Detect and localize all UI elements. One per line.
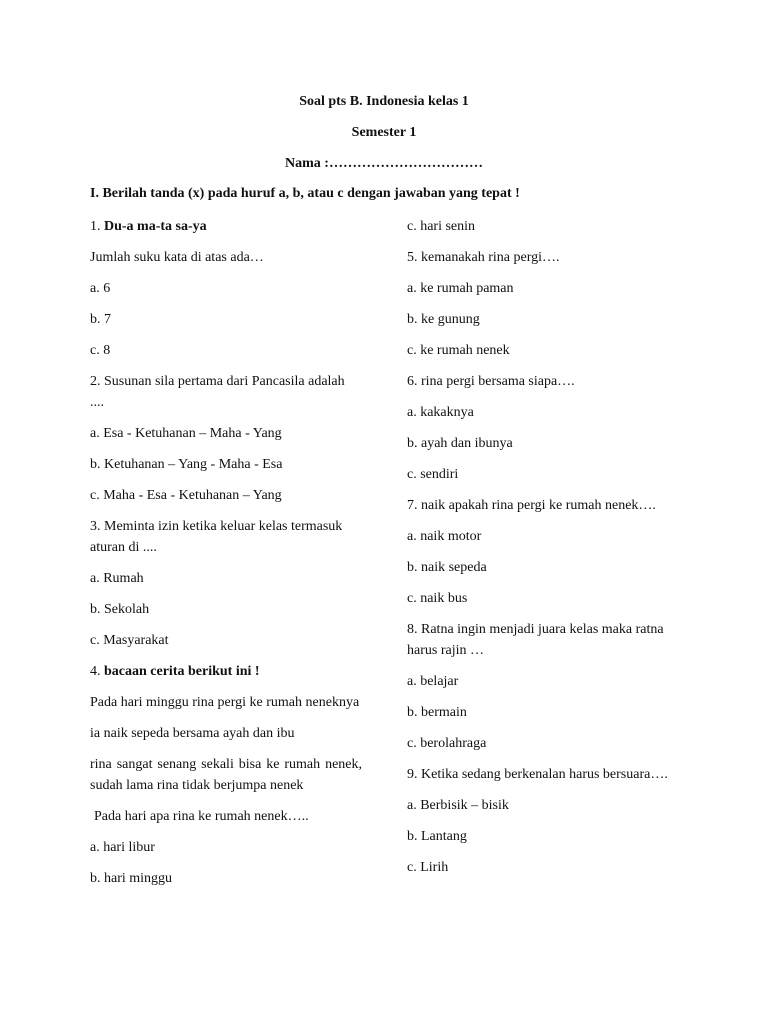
question-line: [90, 278, 362, 299]
line-bold-text: bacaan cerita berikut ini !: [104, 664, 260, 679]
line-text: a. kakaknya: [407, 405, 474, 420]
question-line: [90, 806, 362, 827]
question-line: [407, 588, 679, 609]
line-text: 8. Ratna ingin menjadi juara kelas maka ratna harus rajin …: [407, 622, 664, 658]
line-text: Pada hari apa rina ke rumah nenek…..: [94, 809, 309, 824]
line-text: a. Berbisik – bisik: [407, 798, 509, 813]
question-line: [90, 661, 362, 682]
line-text: a. 6: [90, 281, 111, 296]
question-line: [407, 557, 679, 578]
instruction-text: I. Berilah tanda (x) pada huruf a, b, atau c dengan jawaban yang tepat !: [90, 186, 520, 201]
line-text: c. Masyarakat: [90, 633, 169, 648]
question-line: [90, 216, 362, 237]
question-line: [90, 371, 362, 413]
line-text: c. naik bus: [407, 591, 468, 606]
line-text: b. ayah dan ibunya: [407, 436, 513, 451]
question-line: [407, 278, 679, 299]
line-text: b. Lantang: [407, 829, 467, 844]
line-text: c. ke rumah nenek: [407, 343, 510, 358]
line-text: c. hari senin: [407, 219, 476, 234]
line-text: a. Esa - Ketuhanan – Maha - Yang: [90, 426, 282, 441]
question-line: [407, 433, 679, 454]
line-text: b. ke gunung: [407, 312, 480, 327]
question-line: [90, 516, 362, 558]
question-line: [90, 754, 362, 796]
question-line: [407, 795, 679, 816]
line-text: c. berolahraga: [407, 736, 487, 751]
line-text: a. Rumah: [90, 571, 144, 586]
question-line: [407, 526, 679, 547]
line-text: b. hari minggu: [90, 871, 173, 886]
line-text: 6. rina pergi bersama siapa….: [407, 374, 575, 389]
question-line: [407, 857, 679, 878]
semester-label: Semester 1: [351, 125, 417, 140]
line-text: a. ke rumah paman: [407, 281, 514, 296]
question-line: [90, 837, 362, 858]
line-text: 1.: [90, 219, 104, 234]
line-text: 4.: [90, 664, 104, 679]
line-text: a. belajar: [407, 674, 459, 689]
question-line: [407, 826, 679, 847]
line-text: 3. Meminta izin ketika keluar kelas termasuk aturan di ....: [90, 519, 343, 555]
line-text: Pada hari minggu rina pergi ke rumah neneknya: [90, 695, 360, 710]
question-line: [90, 599, 362, 620]
line-text: 2. Susunan sila pertama dari Pancasila adalah ....: [90, 374, 345, 410]
line-text: rina sangat senang sekali bisa ke rumah nenek, sudah lama rina tidak berjumpa nenek: [90, 757, 362, 793]
line-text: ia naik sepeda bersama ayah dan ibu: [90, 726, 295, 741]
question-line: [90, 692, 362, 713]
left-question-column: [90, 216, 362, 899]
line-text: a. hari libur: [90, 840, 155, 855]
line-text: 7. naik apakah rina pergi ke rumah nenek….: [407, 498, 656, 513]
question-line: [90, 868, 362, 889]
question-line: [407, 216, 679, 237]
line-text: c. 8: [90, 343, 111, 358]
line-text: b. bermain: [407, 705, 467, 720]
question-line: [407, 402, 679, 423]
line-text: b. Ketuhanan – Yang - Maha - Esa: [90, 457, 283, 472]
question-line: [90, 485, 362, 506]
question-line: [90, 454, 362, 475]
right-question-column: [407, 216, 679, 888]
question-line: [90, 423, 362, 444]
question-line: [407, 764, 679, 785]
question-line: [407, 371, 679, 392]
line-bold-text: Du-a ma-ta sa-ya: [104, 219, 207, 234]
worksheet-title: Soal pts B. Indonesia kelas 1: [299, 94, 469, 109]
line-text: c. Maha - Esa - Ketuhanan – Yang: [90, 488, 282, 503]
line-text: a. naik motor: [407, 529, 482, 544]
line-text: 5. kemanakah rina pergi….: [407, 250, 560, 265]
question-line: [407, 464, 679, 485]
question-line: [407, 495, 679, 516]
question-line: [407, 619, 679, 661]
question-line: [407, 340, 679, 361]
question-line: [90, 630, 362, 651]
line-text: b. Sekolah: [90, 602, 150, 617]
line-text: 9. Ketika sedang berkenalan harus bersuara….: [407, 767, 668, 782]
question-line: [407, 247, 679, 268]
line-text: b. naik sepeda: [407, 560, 487, 575]
line-text: Jumlah suku kata di atas ada…: [90, 250, 264, 265]
line-text: c. sendiri: [407, 467, 459, 482]
question-line: [90, 340, 362, 361]
line-text: b. 7: [90, 312, 111, 327]
question-line: [90, 309, 362, 330]
question-line: [407, 309, 679, 330]
question-line: [90, 723, 362, 744]
question-line: [90, 568, 362, 589]
question-line: [90, 247, 362, 268]
question-line: [407, 733, 679, 754]
question-line: [407, 702, 679, 723]
line-text: c. Lirih: [407, 860, 449, 875]
question-line: [407, 671, 679, 692]
name-field-label: Nama :……………………………: [285, 156, 483, 171]
